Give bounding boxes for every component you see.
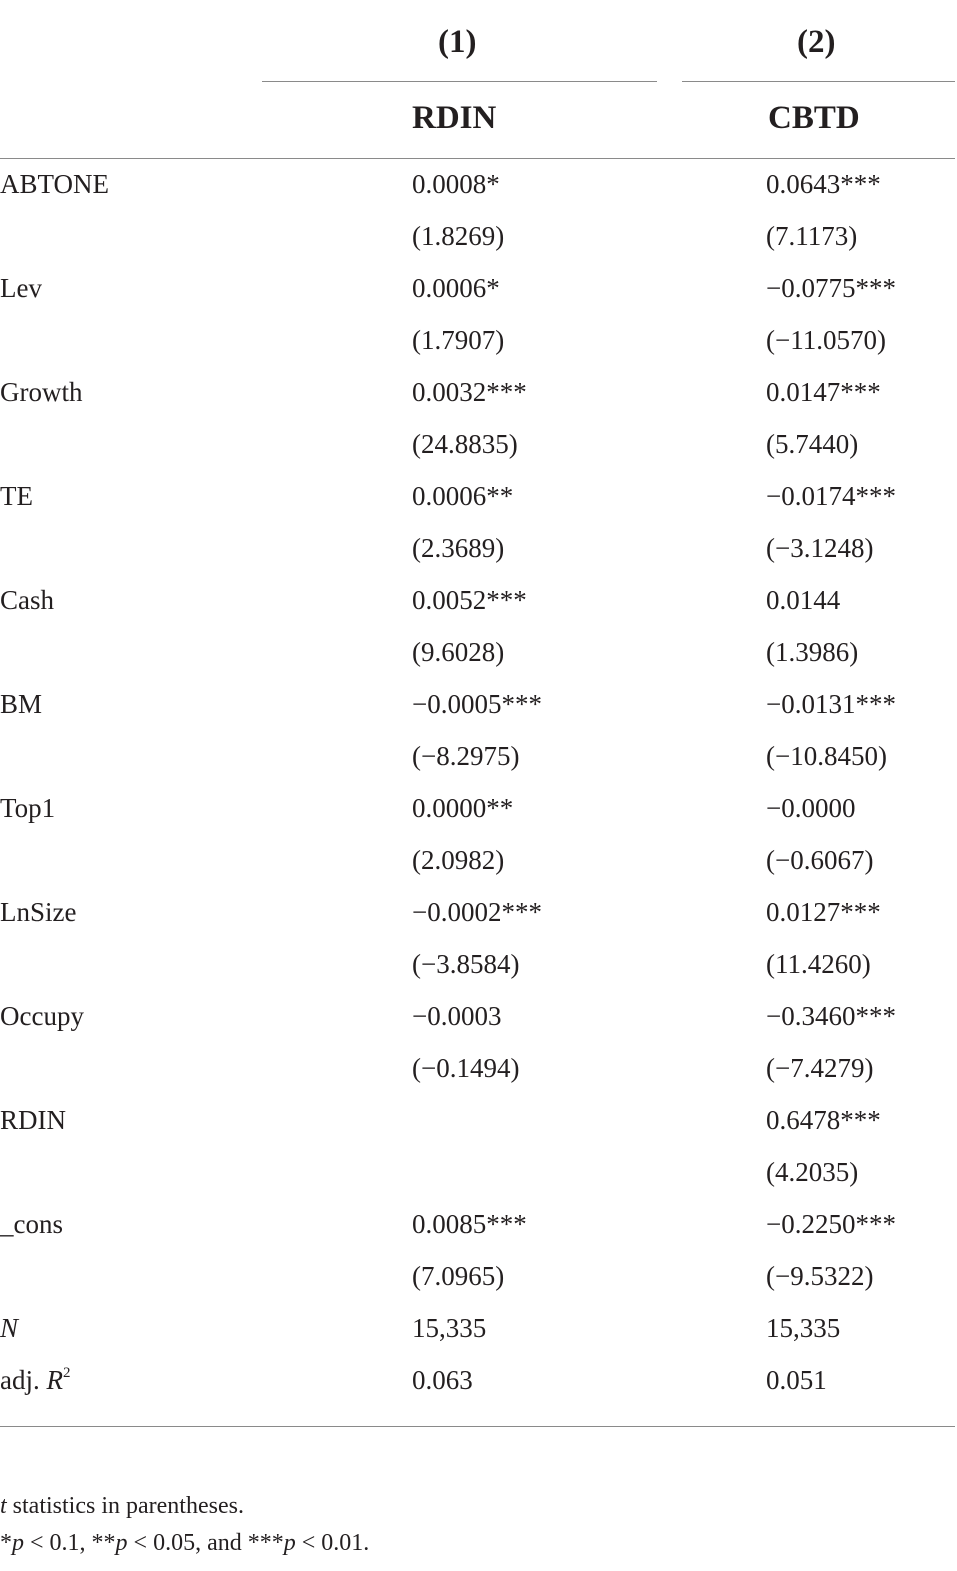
table-cell-model-2: 15,335 (766, 1313, 841, 1343)
table-cell-model-1: 15,335 (412, 1313, 487, 1343)
adj-prefix: adj. (0, 1365, 47, 1395)
row-label: Top1 (0, 793, 56, 823)
table-cell-model-1: (2.0982) (412, 845, 505, 875)
model-2-underline (682, 81, 955, 82)
table-cell-model-1: (2.3689) (412, 533, 505, 563)
table-cell-model-2: (−3.1248) (766, 533, 874, 563)
table-cell-model-2: −0.0000 (766, 793, 856, 823)
footnote-text-segment: < 0.01. (295, 1530, 370, 1556)
p-symbol: p (12, 1530, 24, 1556)
table-cell-model-1: (−0.1494) (412, 1053, 520, 1083)
model-1-header: (1) (438, 24, 477, 60)
model-2-header: (2) (797, 24, 836, 60)
dep-var-2-header: CBTD (768, 100, 860, 136)
table-cell-model-2: (−11.0570) (766, 325, 886, 355)
table-cell-model-1: (1.7907) (412, 325, 505, 355)
table-cell-model-2: (11.4260) (766, 949, 871, 979)
table-cell-model-1: (−3.8584) (412, 949, 520, 979)
row-label: Cash (0, 585, 54, 615)
table-cell-model-2: 0.0144 (766, 585, 841, 615)
table-cell-model-2: (−0.6067) (766, 845, 874, 875)
table-cell-model-1: −0.0002*** (412, 897, 542, 927)
table-cell-model-1: 0.0006* (412, 273, 500, 303)
table-cell-model-1: 0.0085*** (412, 1209, 527, 1239)
table-cell-model-1: (24.8835) (412, 429, 518, 459)
footnote-text-segment: < 0.1, ** (24, 1530, 116, 1556)
table-cell-model-2: (−7.4279) (766, 1053, 874, 1083)
table-cell-model-2: 0.0147*** (766, 377, 881, 407)
r-squared-exponent: 2 (63, 1365, 71, 1381)
table-cell-model-1: −0.0005*** (412, 689, 542, 719)
footnote-t-symbol: t (0, 1493, 7, 1519)
row-label-n (0, 1312, 18, 1344)
p-symbol: p (115, 1530, 128, 1556)
row-label: ABTONE (0, 169, 110, 199)
p-symbol: p (283, 1530, 296, 1556)
r-symbol: R (46, 1365, 63, 1395)
model-1-underline (262, 81, 657, 82)
table-cell-model-2: (5.7440) (766, 429, 859, 459)
table-cell-model-2: (1.3986) (766, 637, 859, 667)
table-cell-model-2: (7.1173) (766, 221, 858, 251)
table-cell-model-2: −0.0775*** (766, 273, 896, 303)
row-label: LnSize (0, 897, 77, 927)
row-label-adj-r2 (0, 1364, 71, 1396)
table-cell-model-2: 0.6478*** (766, 1105, 881, 1135)
table-cell-model-1: (9.6028) (412, 637, 505, 667)
footnote-t-text: statistics in parentheses. (6, 1493, 244, 1519)
table-cell-model-1: (1.8269) (412, 221, 505, 251)
table-cell-model-1: 0.0052*** (412, 585, 527, 615)
table-cell-model-1: 0.063 (412, 1365, 473, 1395)
table-cell-model-1: 0.0032*** (412, 377, 527, 407)
footnote-text-segment: < 0.05, and *** (127, 1530, 284, 1556)
row-label: Lev (0, 273, 42, 303)
table-cell-model-2: 0.0643*** (766, 169, 881, 199)
table-cell-model-2: −0.0174*** (766, 481, 896, 511)
table-cell-model-1: (7.0965) (412, 1261, 505, 1291)
table-cell-model-2: (−9.5322) (766, 1261, 874, 1291)
footnote-significance (0, 1528, 369, 1558)
row-label: BM (0, 689, 43, 719)
header-bottom-rule (0, 158, 955, 159)
table-cell-model-1: 0.0000** (412, 793, 514, 823)
table-cell-model-2: −0.0131*** (766, 689, 896, 719)
table-cell-model-2: 0.0127*** (766, 897, 881, 927)
table-bottom-rule (0, 1426, 955, 1427)
footnote-text-segment: * (0, 1530, 12, 1556)
row-label: Occupy (0, 1001, 84, 1031)
table-cell-model-2: 0.051 (766, 1365, 827, 1395)
row-label: Growth (0, 377, 83, 407)
row-label: RDIN (0, 1105, 66, 1135)
table-cell-model-1: 0.0006** (412, 481, 514, 511)
table-cell-model-1: (−8.2975) (412, 741, 520, 771)
footnote-t-stats (0, 1491, 244, 1521)
table-cell-model-2: (4.2035) (766, 1157, 859, 1187)
dep-var-1-header: RDIN (412, 100, 497, 136)
table-cell-model-1: −0.0003 (412, 1001, 502, 1031)
table-cell-model-2: −0.2250*** (766, 1209, 896, 1239)
row-label: _cons (0, 1209, 63, 1239)
n-symbol: N (0, 1313, 19, 1343)
table-cell-model-2: (−10.8450) (766, 741, 887, 771)
table-cell-model-1: 0.0008* (412, 169, 500, 199)
table-cell-model-2: −0.3460*** (766, 1001, 896, 1031)
row-label: TE (0, 481, 33, 511)
